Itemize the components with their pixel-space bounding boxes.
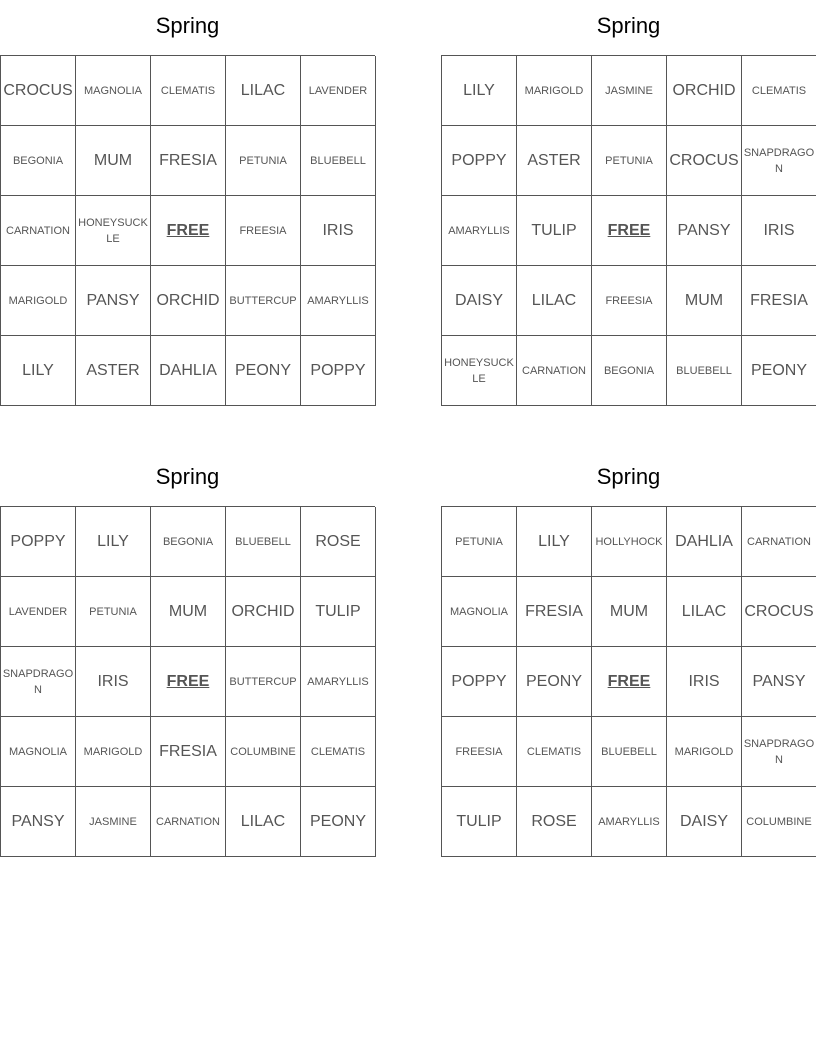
bingo-cell: PEONY <box>226 336 301 406</box>
free-space-cell: FREE <box>592 647 667 717</box>
free-space-cell: FREE <box>592 196 667 266</box>
bingo-cell: LILY <box>1 336 76 406</box>
bingo-cell: ORCHID <box>226 577 301 647</box>
bingo-cell: AMARYLLIS <box>301 647 376 717</box>
bingo-cell: IRIS <box>76 647 151 717</box>
bingo-cell: ROSE <box>517 787 592 857</box>
bingo-cell: FRESIA <box>151 126 226 196</box>
bingo-cell: LILAC <box>517 266 592 336</box>
bingo-cell: CLEMATIS <box>742 56 816 126</box>
bingo-cell: PETUNIA <box>592 126 667 196</box>
bingo-grid <box>0 55 375 406</box>
bingo-cell: BLUEBELL <box>592 717 667 787</box>
bingo-cell: POPPY <box>1 507 76 577</box>
bingo-cell: ORCHID <box>151 266 226 336</box>
bingo-cell: ASTER <box>76 336 151 406</box>
bingo-cell: LAVENDER <box>1 577 76 647</box>
bingo-cell: CARNATION <box>517 336 592 406</box>
bingo-cell: PETUNIA <box>226 126 301 196</box>
bingo-cell: LAVENDER <box>301 56 376 126</box>
bingo-cell: ROSE <box>301 507 376 577</box>
bingo-cell: MAGNOLIA <box>1 717 76 787</box>
bingo-cell: JASMINE <box>592 56 667 126</box>
bingo-cell: AMARYLLIS <box>592 787 667 857</box>
bingo-cell: MARIGOLD <box>667 717 742 787</box>
free-space-cell: FREE <box>151 196 226 266</box>
bingo-cell: LILAC <box>226 787 301 857</box>
bingo-cell: LILY <box>76 507 151 577</box>
bingo-cell: PEONY <box>517 647 592 717</box>
bingo-cell: DAHLIA <box>667 507 742 577</box>
bingo-cell: POPPY <box>442 647 517 717</box>
free-space-cell: FREE <box>151 647 226 717</box>
bingo-cell: LILAC <box>226 56 301 126</box>
bingo-cell: CLEMATIS <box>517 717 592 787</box>
bingo-cell: PANSY <box>667 196 742 266</box>
bingo-cell: SNAPDRAGON <box>742 126 816 196</box>
bingo-cell: JASMINE <box>76 787 151 857</box>
card-title: Spring <box>155 13 220 38</box>
bingo-cell: SNAPDRAGON <box>1 647 76 717</box>
bingo-cell: MUM <box>592 577 667 647</box>
bingo-cell: TULIP <box>301 577 376 647</box>
bingo-cell: FRESIA <box>151 717 226 787</box>
bingo-cell: FREESIA <box>226 196 301 266</box>
card-title: Spring <box>155 464 220 489</box>
bingo-cell: AMARYLLIS <box>442 196 517 266</box>
bingo-cell: BEGONIA <box>1 126 76 196</box>
bingo-cell: TULIP <box>442 787 517 857</box>
bingo-cell: CROCUS <box>1 56 76 126</box>
bingo-cell: SNAPDRAGON <box>742 717 816 787</box>
bingo-cell: MUM <box>151 577 226 647</box>
bingo-grid <box>0 506 375 857</box>
bingo-cell: IRIS <box>742 196 816 266</box>
bingo-cell: FRESIA <box>742 266 816 336</box>
bingo-cell: BLUEBELL <box>301 126 376 196</box>
bingo-cell: LILY <box>442 56 517 126</box>
bingo-cell: HONEYSUCKLE <box>442 336 517 406</box>
bingo-cell: PANSY <box>76 266 151 336</box>
bingo-cell: ASTER <box>517 126 592 196</box>
bingo-cell: ORCHID <box>667 56 742 126</box>
bingo-cell: MARIGOLD <box>517 56 592 126</box>
bingo-cell: LILAC <box>667 577 742 647</box>
bingo-grid <box>441 55 816 406</box>
bingo-cell: BLUEBELL <box>226 507 301 577</box>
bingo-cell: CARNATION <box>151 787 226 857</box>
bingo-cell: CARNATION <box>1 196 76 266</box>
bingo-cell: PANSY <box>1 787 76 857</box>
bingo-cell: HONEYSUCKLE <box>76 196 151 266</box>
card-title: Spring <box>596 13 661 38</box>
bingo-cell: DAHLIA <box>151 336 226 406</box>
bingo-cell: BUTTERCUP <box>226 266 301 336</box>
bingo-cell: BLUEBELL <box>667 336 742 406</box>
bingo-cell: FREESIA <box>442 717 517 787</box>
bingo-cell: CLEMATIS <box>151 56 226 126</box>
bingo-cell: MUM <box>76 126 151 196</box>
bingo-cell: PANSY <box>742 647 816 717</box>
bingo-cell: FREESIA <box>592 266 667 336</box>
bingo-cell: CROCUS <box>742 577 816 647</box>
bingo-cell: BUTTERCUP <box>226 647 301 717</box>
bingo-cell: POPPY <box>442 126 517 196</box>
bingo-cell: MUM <box>667 266 742 336</box>
bingo-cell: LILY <box>517 507 592 577</box>
bingo-cell: COLUMBINE <box>226 717 301 787</box>
bingo-cell: MAGNOLIA <box>76 56 151 126</box>
bingo-cell: CLEMATIS <box>301 717 376 787</box>
bingo-cell: COLUMBINE <box>742 787 816 857</box>
bingo-cell: IRIS <box>301 196 376 266</box>
bingo-cell: PETUNIA <box>76 577 151 647</box>
bingo-cell: PEONY <box>301 787 376 857</box>
bingo-cell: CROCUS <box>667 126 742 196</box>
bingo-cell: DAISY <box>442 266 517 336</box>
bingo-cell: IRIS <box>667 647 742 717</box>
bingo-cell: TULIP <box>517 196 592 266</box>
bingo-grid <box>441 506 816 857</box>
bingo-cell: HOLLYHOCK <box>592 507 667 577</box>
card-title: Spring <box>596 464 661 489</box>
bingo-cell: POPPY <box>301 336 376 406</box>
bingo-cell: BEGONIA <box>151 507 226 577</box>
bingo-cell: MARIGOLD <box>1 266 76 336</box>
bingo-cell: PEONY <box>742 336 816 406</box>
bingo-cell: PETUNIA <box>442 507 517 577</box>
bingo-cell: AMARYLLIS <box>301 266 376 336</box>
bingo-cell: MARIGOLD <box>76 717 151 787</box>
bingo-cell: FRESIA <box>517 577 592 647</box>
bingo-cell: CARNATION <box>742 507 816 577</box>
bingo-cell: BEGONIA <box>592 336 667 406</box>
bingo-cell: DAISY <box>667 787 742 857</box>
bingo-cell: MAGNOLIA <box>442 577 517 647</box>
